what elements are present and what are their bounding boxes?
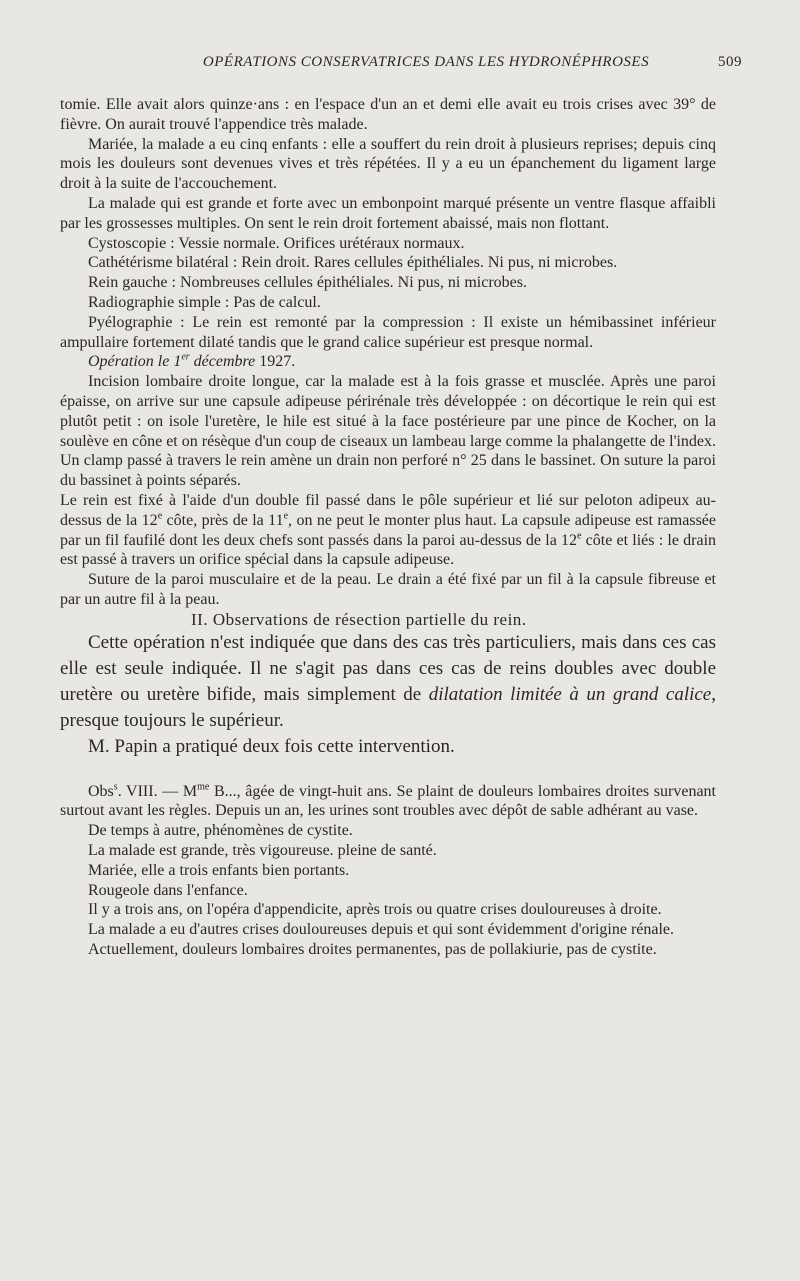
- superscript: me: [197, 781, 210, 793]
- page-body: [60, 95, 716, 960]
- text-segment: côte et liés : le drain est passé à travers un orifice spécial dans la capsule adipeuse.: [60, 531, 717, 569]
- superscript: er: [181, 352, 190, 364]
- operation-date-month: décembre: [189, 353, 256, 371]
- paragraph: Mariée, elle a trois enfants bien portants.: [88, 861, 350, 879]
- paragraph: Cystoscopie : Vessie normale. Orifices urétéraux normaux.: [88, 234, 465, 252]
- paragraph: Mariée, la malade a eu cinq enfants : elle a souffert du rein droit à plusieurs reprises; depuis cinq mois les douleurs sont devenues vives et très répétées. Il y a eu un épanchement du ligament large droit à la suite de l'accouchement.: [60, 135, 716, 193]
- observation-heading: [60, 782, 716, 822]
- superscript: e: [157, 510, 163, 522]
- paragraph: Rougeole dans l'enfance.: [88, 881, 248, 899]
- text-segment: côte, près de la 11: [162, 511, 284, 529]
- paragraph: Cathétérisme bilatéral : Rein droit. Rares cellules épithéliales. Ni pus, ni microbes.: [88, 254, 618, 272]
- text-segment: , presque toujours le supérieur.: [60, 683, 716, 731]
- paragraph: La malade qui est grande et forte avec un embonpoint marqué présente un ventre flasque affaibli par les grossesses multiples. On sent le rein droit fortement abaissé, mais non flottant.: [60, 194, 716, 232]
- text-segment: B..., âgée de vingt-huit ans. Se plaint de douleurs lombaires droites survenant surtout avant les règles. Depuis un an, les urines sont troubles avec dépôt de sable adhérant au vase.: [60, 782, 716, 820]
- intro-block: [60, 630, 716, 760]
- text-segment: Le rein est fixé à l'aide d'un double fil passé dans le pôle supérieur et lié sur peloton adipeux au-dessus de la 12: [60, 491, 716, 529]
- operation-date-year: 1927.: [255, 353, 296, 371]
- section-numeral: II.: [191, 609, 209, 629]
- paragraph: [60, 491, 716, 570]
- paragraph: M. Papin a pratiqué deux fois cette intervention.: [88, 735, 455, 757]
- superscript: s: [113, 781, 118, 793]
- paragraph: Rein gauche : Nombreuses cellules épithéliales. Ni pus, ni microbes.: [88, 274, 527, 292]
- observation-block: [60, 782, 716, 960]
- paragraph: Incision lombaire droite longue, car la malade est à la fois grasse et musclée. Après une paroi épaisse, on arrive sur une capsule adipeuse périrénale très développée : on décortique le rein qui est plutôt petit : on isole l'uretère, le hile est situé à la face postérieure par une pince de Kocher, on la soulève en cône et on résèque d'un coup de ciseaux un lambeau large comme la phalangette de l'index. Un clamp passé à travers le rein amène un drain non perforé n° 25 dans le bassinet. On suture la paroi du bassinet à points séparés.: [60, 373, 716, 490]
- paragraph: [60, 630, 716, 734]
- paragraph: tomie. Elle avait alors quinze·ans : en l'espace d'un an et demi elle avait eu trois crises avec 39° de fièvre. On aurait trouvé l'appendice très malade.: [60, 96, 716, 133]
- text-segment: , on ne peut le monter plus haut. La capsule adipeuse est ramassée par un fil faufilé dont les deux chefs sont passés dans la paroi au-dessus de la 12: [60, 511, 717, 549]
- section-heading: [60, 610, 716, 630]
- operation-date: [60, 352, 716, 372]
- italic-phrase: dilatation limitée à un grand calice: [428, 683, 712, 705]
- obs-number: . VIII. — M: [117, 782, 198, 800]
- paragraph: De temps à autre, phénomènes de cystite.: [88, 822, 353, 840]
- running-title: OPÉRATIONS CONSERVATRICES DANS LES HYDRONÉPHROSES: [202, 54, 650, 70]
- page-number: 509: [718, 54, 742, 70]
- superscript: e: [577, 530, 582, 542]
- running-header: [60, 54, 742, 71]
- obs-label: Obs: [88, 782, 114, 800]
- paragraph: La malade a eu d'autres crises douloureuses depuis et qui sont évidemment d'origine rénale.: [88, 921, 675, 939]
- section-title: Observations de résection partielle du rein.: [212, 609, 527, 629]
- superscript: e: [283, 510, 289, 522]
- paragraph: Pyélographie : Le rein est remonté par la compression : Il existe un hémibassinet inférieur ampullaire fortement dilaté tandis que le grand calice supérieur est presque normal.: [60, 313, 716, 351]
- paragraph: Il y a trois ans, on l'opéra d'appendicite, après trois ou quatre crises douloureuses à droite.: [88, 901, 662, 919]
- paragraph: Actuellement, douleurs lombaires droites permanentes, pas de pollakiurie, pas de cystite.: [88, 940, 657, 958]
- paragraph: Suture de la paroi musculaire et de la peau. Le drain a été fixé par un fil à la capsule fibreuse et par un autre fil à la peau.: [60, 571, 716, 608]
- text-segment: Cette opération n'est indiquée que dans des cas très particuliers, mais dans ces cas elle est seule indiquée. Il ne s'agit pas dans ces cas de reins doubles avec double uretère ou uretère bifide, mais simplement de: [60, 631, 716, 705]
- paragraph: Radiographie simple : Pas de calcul.: [88, 293, 321, 311]
- paragraph: La malade est grande, très vigoureuse. pleine de santé.: [88, 841, 437, 859]
- operation-date-label: Opération le 1: [88, 353, 182, 371]
